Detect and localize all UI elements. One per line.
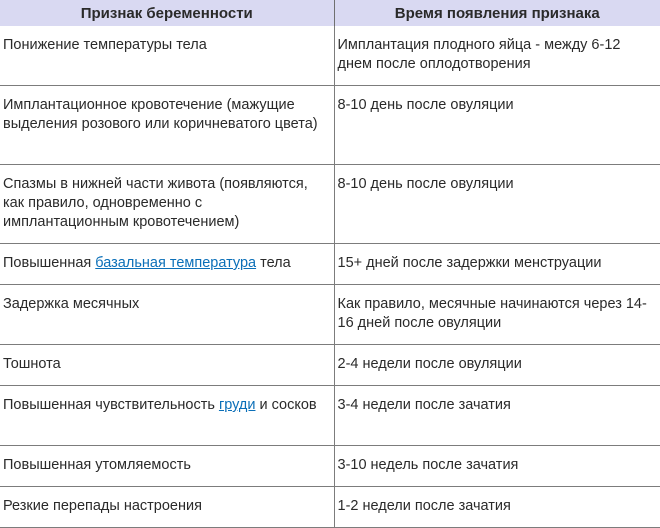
time-cell: 1-2 недели после зачатия (334, 487, 660, 528)
sign-cell: Тошнота (0, 345, 334, 386)
table-row (0, 446, 660, 487)
table-row (0, 386, 660, 446)
time-cell: Как правило, месячные начинаются через 14-16 дней после овуляции (334, 285, 660, 345)
table-row (0, 165, 660, 244)
header-sign: Признак беременности (0, 0, 334, 26)
time-cell: 8-10 день после овуляции (334, 165, 660, 244)
table-row (0, 345, 660, 386)
time-cell: 3-10 недель после зачатия (334, 446, 660, 487)
time-cell: 8-10 день после овуляции (334, 86, 660, 165)
header-row (0, 0, 660, 26)
sign-cell (0, 386, 334, 446)
sign-text-after: и сосков (255, 397, 317, 413)
sign-text-before: Повышенная чувствительность (3, 397, 219, 413)
sign-cell: Задержка месячных (0, 285, 334, 345)
sign-cell: Спазмы в нижней части живота (появляются, как правило, одновременно с имплантационным кровотечением) (0, 165, 334, 244)
time-cell: 15+ дней после задержки менструации (334, 244, 660, 285)
breast-link[interactable]: груди (218, 397, 256, 413)
sign-cell: Имплантационное кровотечение (мажущие выделения розового или коричневатого цвета) (0, 86, 334, 165)
table-row (0, 285, 660, 345)
time-cell: 3-4 недели после зачатия (334, 386, 660, 446)
header-time: Время появления признака (334, 0, 660, 26)
table-row (0, 86, 660, 165)
sign-text-after: тела (256, 255, 291, 271)
table-row (0, 487, 660, 528)
sign-text-before: Повышенная (3, 255, 96, 271)
sign-cell (0, 244, 334, 285)
sign-cell: Понижение температуры тела (0, 26, 334, 86)
time-cell: Имплантация плодного яйца - между 6-12 днем после оплодотворения (334, 26, 660, 86)
sign-cell: Повышенная утомляемость (0, 446, 334, 487)
sign-cell: Резкие перепады настроения (0, 487, 334, 528)
table-row (0, 244, 660, 285)
basal-temperature-link[interactable]: базальная температура (95, 255, 257, 271)
table-row (0, 26, 660, 86)
time-cell: 2-4 недели после овуляции (334, 345, 660, 386)
table-header (0, 0, 660, 26)
